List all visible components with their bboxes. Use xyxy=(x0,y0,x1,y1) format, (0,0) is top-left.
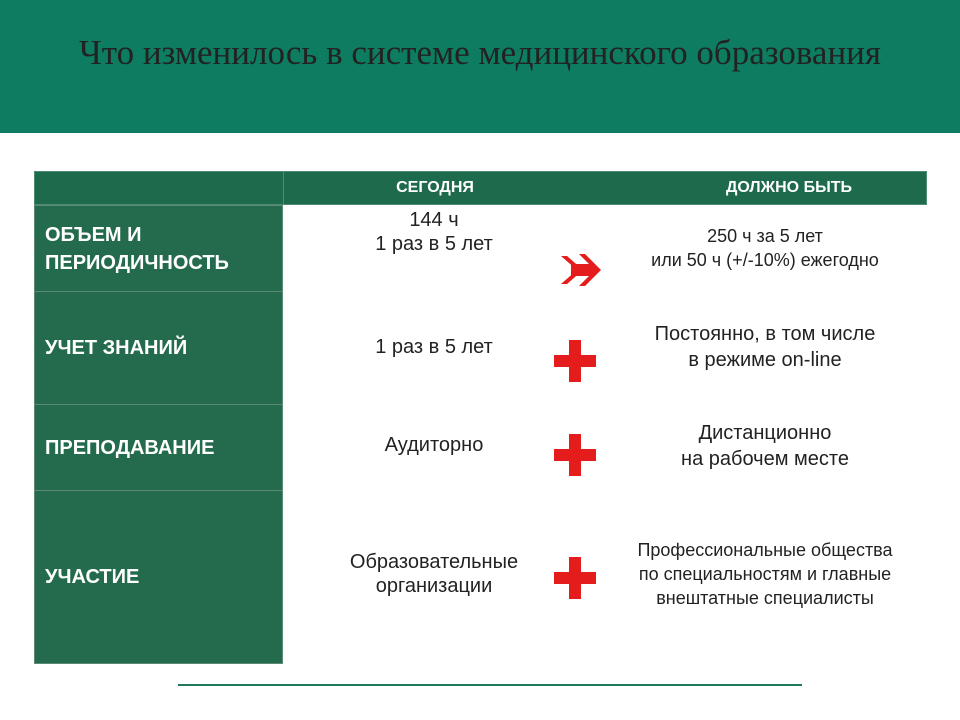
cell-line: по специальностям и главные xyxy=(638,564,892,584)
footer-divider xyxy=(178,684,802,686)
slide-title: Что изменилось в системе медицинского образования xyxy=(78,33,882,72)
cell-line: на рабочем месте xyxy=(681,448,849,470)
cell-line: 144 ч xyxy=(409,209,459,231)
today-cell-participation xyxy=(284,550,584,598)
row-label-teaching xyxy=(34,404,283,491)
cell-line: Профессиональные общества xyxy=(637,540,893,560)
cell-line: 1 раз в 5 лет xyxy=(375,336,493,358)
row-label-line: УЧАСТИЕ xyxy=(45,566,140,588)
header-today: СЕГОДНЯ xyxy=(396,179,474,196)
row-label-line: ПЕРИОДИЧНОСТЬ xyxy=(45,251,229,274)
cell-line: Аудиторно xyxy=(384,434,484,456)
cell-line: 250 ч за 5 лет xyxy=(707,226,823,246)
should-cell-teaching xyxy=(575,420,955,472)
today-cell-volume xyxy=(284,208,584,256)
header-divider xyxy=(283,172,284,204)
cell-line: организации xyxy=(375,575,493,597)
header-should-be: ДОЛЖНО БЫТЬ xyxy=(725,179,852,196)
row-label-volume xyxy=(34,205,283,292)
cell-line: 1 раз в 5 лет xyxy=(375,233,493,255)
should-cell-participation xyxy=(575,538,955,610)
cell-line: Дистанционно xyxy=(698,422,832,444)
cell-line: Образовательные xyxy=(349,551,519,573)
should-cell-volume xyxy=(575,224,955,272)
table-header-row xyxy=(34,171,927,205)
row-label-participation xyxy=(34,490,283,664)
row-label-line: УЧЕТ ЗНАНИЙ xyxy=(45,337,188,359)
row-label-knowledge xyxy=(34,291,283,405)
cell-line: Постоянно, в том числе xyxy=(654,323,876,345)
cell-line: в режиме on-line xyxy=(688,349,842,371)
cell-line: или 50 ч (+/-10%) ежегодно xyxy=(651,250,879,270)
row-label-line: ПРЕПОДАВАНИЕ xyxy=(45,436,215,459)
today-cell-knowledge xyxy=(284,335,584,359)
row-label-line: ОБЪЕМ И xyxy=(45,223,142,246)
cell-line: внештатные специалисты xyxy=(656,588,874,608)
today-cell-teaching xyxy=(284,433,584,457)
should-cell-knowledge xyxy=(575,321,955,373)
title-bar xyxy=(0,0,960,133)
